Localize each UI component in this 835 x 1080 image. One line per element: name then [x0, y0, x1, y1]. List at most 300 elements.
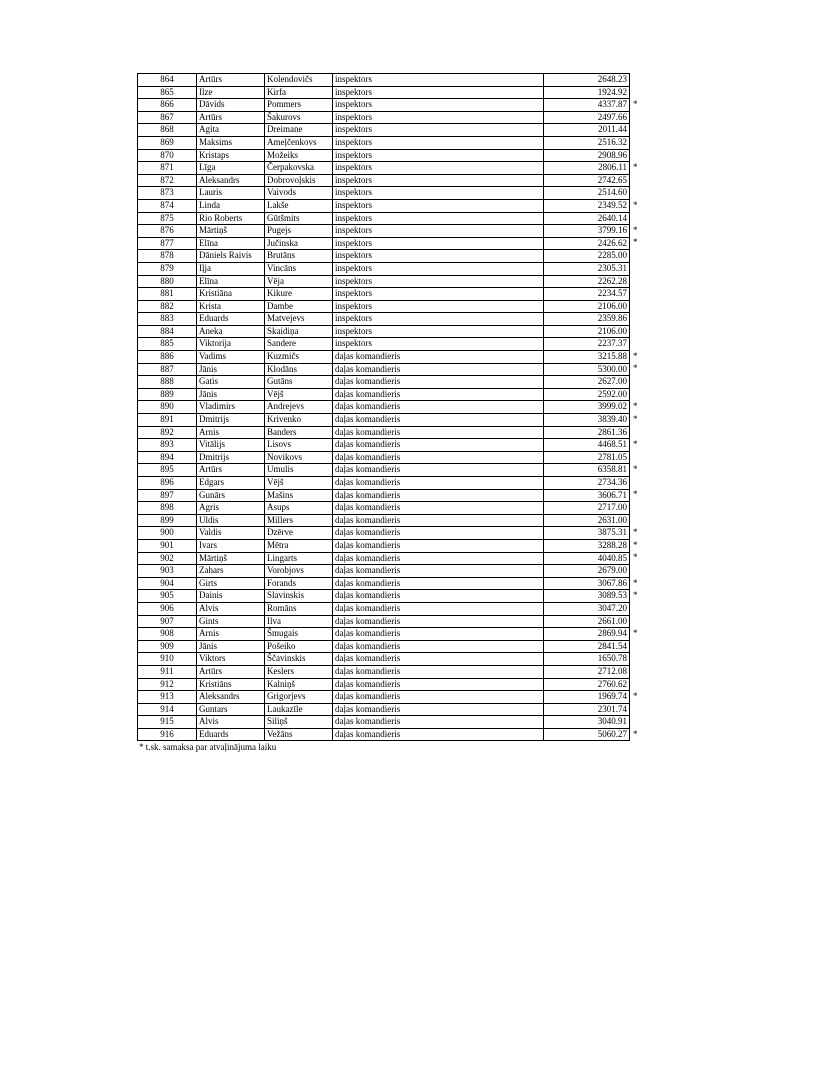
- table-row: [138, 275, 630, 288]
- position-cell: daļas komandieris: [333, 388, 544, 401]
- table-row: [138, 99, 630, 112]
- first-name-cell: Gatis: [197, 376, 265, 389]
- amount-cell: 2301.74: [544, 703, 630, 716]
- footnote-marker: *: [633, 98, 638, 109]
- position-cell: daļas komandieris: [333, 489, 544, 502]
- first-name-cell: Agita: [197, 124, 265, 137]
- amount-cell: 2734.36: [544, 477, 630, 490]
- first-name-cell: Vadims: [197, 351, 265, 364]
- last-name-cell: Vežāns: [265, 728, 333, 741]
- last-name-cell: Laukazīle: [265, 703, 333, 716]
- first-name-cell: Kristaps: [197, 149, 265, 162]
- row-number-cell: 898: [138, 502, 197, 515]
- footnote-marker: *: [633, 539, 638, 550]
- footnote-marker: *: [633, 161, 638, 172]
- position-cell: inspektors: [333, 275, 544, 288]
- last-name-cell: Mētra: [265, 539, 333, 552]
- table-row: [138, 363, 630, 376]
- last-name-cell: Dambe: [265, 300, 333, 313]
- amount-cell: 2712.08: [544, 665, 630, 678]
- position-cell: inspektors: [333, 174, 544, 187]
- amount-cell: 3999.02: [544, 401, 630, 414]
- table-row: [138, 628, 630, 641]
- last-name-cell: Šmugais: [265, 628, 333, 641]
- row-number-cell: 877: [138, 237, 197, 250]
- footnote-marker: *: [633, 363, 638, 374]
- row-number-cell: 901: [138, 539, 197, 552]
- amount-cell: 5060.27: [544, 728, 630, 741]
- amount-cell: 2305.31: [544, 262, 630, 275]
- row-number-cell: 916: [138, 728, 197, 741]
- last-name-cell: Matvejevs: [265, 313, 333, 326]
- amount-cell: 2234.57: [544, 288, 630, 301]
- first-name-cell: Arnis: [197, 628, 265, 641]
- position-cell: inspektors: [333, 86, 544, 99]
- amount-cell: 2349.52: [544, 199, 630, 212]
- footnote-marker: *: [633, 199, 638, 210]
- table-row: [138, 313, 630, 326]
- row-number-cell: 896: [138, 477, 197, 490]
- row-number-cell: 903: [138, 565, 197, 578]
- first-name-cell: Uldis: [197, 514, 265, 527]
- last-name-cell: Ščavinskis: [265, 653, 333, 666]
- row-number-cell: 881: [138, 288, 197, 301]
- amount-cell: 2717.00: [544, 502, 630, 515]
- first-name-cell: Jānis: [197, 388, 265, 401]
- position-cell: daļas komandieris: [333, 363, 544, 376]
- row-number-cell: 870: [138, 149, 197, 162]
- last-name-cell: Vējš: [265, 477, 333, 490]
- row-number-cell: 912: [138, 678, 197, 691]
- first-name-cell: Linda: [197, 199, 265, 212]
- last-name-cell: Vaivods: [265, 187, 333, 200]
- position-cell: daļas komandieris: [333, 477, 544, 490]
- amount-cell: 2592.00: [544, 388, 630, 401]
- first-name-cell: Mārtiņš: [197, 225, 265, 238]
- row-number-cell: 911: [138, 665, 197, 678]
- last-name-cell: Lingarts: [265, 552, 333, 565]
- first-name-cell: Iļja: [197, 262, 265, 275]
- table-row: [138, 577, 630, 590]
- table-row: [138, 502, 630, 515]
- first-name-cell: Artūrs: [197, 464, 265, 477]
- table-row: [138, 665, 630, 678]
- position-cell: daļas komandieris: [333, 539, 544, 552]
- amount-cell: 4040.85: [544, 552, 630, 565]
- footnote-marker: *: [633, 413, 638, 424]
- table-row: [138, 716, 630, 729]
- position-cell: daļas komandieris: [333, 439, 544, 452]
- first-name-cell: Alvis: [197, 602, 265, 615]
- row-number-cell: 880: [138, 275, 197, 288]
- amount-cell: 2781.05: [544, 451, 630, 464]
- last-name-cell: Dreimane: [265, 124, 333, 137]
- last-name-cell: Vorobjovs: [265, 565, 333, 578]
- row-number-cell: 874: [138, 199, 197, 212]
- position-cell: inspektors: [333, 187, 544, 200]
- row-number-cell: 899: [138, 514, 197, 527]
- table-row: [138, 86, 630, 99]
- last-name-cell: Pommers: [265, 99, 333, 112]
- row-number-cell: 900: [138, 527, 197, 540]
- first-name-cell: Dmitrijs: [197, 414, 265, 427]
- row-number-cell: 888: [138, 376, 197, 389]
- position-cell: inspektors: [333, 325, 544, 338]
- first-name-cell: Dainis: [197, 590, 265, 603]
- position-cell: inspektors: [333, 124, 544, 137]
- last-name-cell: Andrejevs: [265, 401, 333, 414]
- last-name-cell: Šakurovs: [265, 111, 333, 124]
- amount-cell: 1924.92: [544, 86, 630, 99]
- first-name-cell: Elīna: [197, 237, 265, 250]
- last-name-cell: Mašins: [265, 489, 333, 502]
- row-number-cell: 883: [138, 313, 197, 326]
- last-name-cell: Možeiks: [265, 149, 333, 162]
- table-row: [138, 439, 630, 452]
- table-row: [138, 590, 630, 603]
- footnote-marker: *: [633, 237, 638, 248]
- last-name-cell: Lisovs: [265, 439, 333, 452]
- amount-cell: 3839.40: [544, 414, 630, 427]
- table-row: [138, 237, 630, 250]
- last-name-cell: Lakše: [265, 199, 333, 212]
- amount-cell: 2631.00: [544, 514, 630, 527]
- first-name-cell: Artūrs: [197, 74, 265, 87]
- position-cell: daļas komandieris: [333, 565, 544, 578]
- last-name-cell: Vēja: [265, 275, 333, 288]
- position-cell: inspektors: [333, 149, 544, 162]
- position-cell: daļas komandieris: [333, 577, 544, 590]
- last-name-cell: Kirfa: [265, 86, 333, 99]
- first-name-cell: Vitālijs: [197, 439, 265, 452]
- last-name-cell: Ilva: [265, 615, 333, 628]
- row-number-cell: 868: [138, 124, 197, 137]
- position-cell: daļas komandieris: [333, 527, 544, 540]
- table-row: [138, 552, 630, 565]
- table-row: [138, 288, 630, 301]
- last-name-cell: Dobrovoļskis: [265, 174, 333, 187]
- first-name-cell: Artūrs: [197, 111, 265, 124]
- first-name-cell: Dāniels Raivis: [197, 250, 265, 263]
- last-name-cell: Pugejs: [265, 225, 333, 238]
- amount-cell: 6358.81: [544, 464, 630, 477]
- row-number-cell: 915: [138, 716, 197, 729]
- first-name-cell: Arnis: [197, 426, 265, 439]
- last-name-cell: Vincāns: [265, 262, 333, 275]
- amount-cell: 2908.96: [544, 149, 630, 162]
- position-cell: inspektors: [333, 250, 544, 263]
- amount-cell: 2679.00: [544, 565, 630, 578]
- first-name-cell: Valdis: [197, 527, 265, 540]
- amount-cell: 2237.37: [544, 338, 630, 351]
- table-row: [138, 262, 630, 275]
- position-cell: daļas komandieris: [333, 451, 544, 464]
- table-row: [138, 225, 630, 238]
- last-name-cell: Slavinskis: [265, 590, 333, 603]
- table-row: [138, 376, 630, 389]
- table-row: [138, 691, 630, 704]
- footnote-marker: *: [633, 627, 638, 638]
- amount-cell: 3875.31: [544, 527, 630, 540]
- first-name-cell: Eduards: [197, 728, 265, 741]
- first-name-cell: Gunārs: [197, 489, 265, 502]
- amount-cell: 2841.54: [544, 640, 630, 653]
- first-name-cell: Alvis: [197, 716, 265, 729]
- row-number-cell: 894: [138, 451, 197, 464]
- row-number-cell: 869: [138, 136, 197, 149]
- amount-cell: 2011.44: [544, 124, 630, 137]
- position-cell: inspektors: [333, 74, 544, 87]
- row-number-cell: 904: [138, 577, 197, 590]
- last-name-cell: Siliņš: [265, 716, 333, 729]
- amount-cell: 2627.00: [544, 376, 630, 389]
- first-name-cell: Ivars: [197, 539, 265, 552]
- row-number-cell: 878: [138, 250, 197, 263]
- first-name-cell: Gints: [197, 615, 265, 628]
- table-row: [138, 527, 630, 540]
- last-name-cell: Kalniņš: [265, 678, 333, 691]
- footnote-marker: *: [633, 438, 638, 449]
- position-cell: inspektors: [333, 237, 544, 250]
- table-row: [138, 514, 630, 527]
- row-number-cell: 876: [138, 225, 197, 238]
- footnote-marker: *: [633, 577, 638, 588]
- row-number-cell: 895: [138, 464, 197, 477]
- row-number-cell: 906: [138, 602, 197, 615]
- last-name-cell: Romāns: [265, 602, 333, 615]
- footnote-marker: *: [633, 489, 638, 500]
- row-number-cell: 891: [138, 414, 197, 427]
- table-row: [138, 728, 630, 741]
- row-number-cell: 889: [138, 388, 197, 401]
- first-name-cell: Vladimirs: [197, 401, 265, 414]
- last-name-cell: Banders: [265, 426, 333, 439]
- row-number-cell: 885: [138, 338, 197, 351]
- amount-cell: 4468.51: [544, 439, 630, 452]
- row-number-cell: 872: [138, 174, 197, 187]
- amount-cell: 1650.78: [544, 653, 630, 666]
- position-cell: daļas komandieris: [333, 703, 544, 716]
- row-number-cell: 887: [138, 363, 197, 376]
- last-name-cell: Jučinska: [265, 237, 333, 250]
- position-cell: daļas komandieris: [333, 678, 544, 691]
- amount-cell: 2516.32: [544, 136, 630, 149]
- position-cell: inspektors: [333, 262, 544, 275]
- row-number-cell: 866: [138, 99, 197, 112]
- table-row: [138, 162, 630, 175]
- first-name-cell: Maksims: [197, 136, 265, 149]
- first-name-cell: Guntars: [197, 703, 265, 716]
- amount-cell: 3089.53: [544, 590, 630, 603]
- amount-cell: 2497.66: [544, 111, 630, 124]
- position-cell: daļas komandieris: [333, 376, 544, 389]
- amount-cell: 2426.62: [544, 237, 630, 250]
- table-row: [138, 351, 630, 364]
- last-name-cell: Umulis: [265, 464, 333, 477]
- table-row: [138, 565, 630, 578]
- table-row: [138, 250, 630, 263]
- amount-cell: 2106.00: [544, 300, 630, 313]
- position-cell: inspektors: [333, 288, 544, 301]
- last-name-cell: Čerpakovska: [265, 162, 333, 175]
- first-name-cell: Lauris: [197, 187, 265, 200]
- salary-table-body: [138, 74, 630, 741]
- position-cell: daļas komandieris: [333, 716, 544, 729]
- amount-cell: 3047.20: [544, 602, 630, 615]
- amount-cell: 2359.86: [544, 313, 630, 326]
- last-name-cell: Pošeiko: [265, 640, 333, 653]
- row-number-cell: 871: [138, 162, 197, 175]
- first-name-cell: Jānis: [197, 363, 265, 376]
- table-row: [138, 388, 630, 401]
- table-row: [138, 539, 630, 552]
- table-row: [138, 602, 630, 615]
- row-number-cell: 890: [138, 401, 197, 414]
- last-name-cell: Forands: [265, 577, 333, 590]
- row-number-cell: 886: [138, 351, 197, 364]
- table-row: [138, 477, 630, 490]
- position-cell: inspektors: [333, 212, 544, 225]
- last-name-cell: Kuzmičs: [265, 351, 333, 364]
- position-cell: daļas komandieris: [333, 401, 544, 414]
- row-number-cell: 867: [138, 111, 197, 124]
- table-row: [138, 111, 630, 124]
- table-row: [138, 174, 630, 187]
- first-name-cell: Līga: [197, 162, 265, 175]
- position-cell: daļas komandieris: [333, 351, 544, 364]
- footnote-marker: *: [633, 464, 638, 475]
- position-cell: daļas komandieris: [333, 464, 544, 477]
- position-cell: daļas komandieris: [333, 502, 544, 515]
- first-name-cell: Elīna: [197, 275, 265, 288]
- row-number-cell: 905: [138, 590, 197, 603]
- first-name-cell: Dmitrijs: [197, 451, 265, 464]
- row-number-cell: 914: [138, 703, 197, 716]
- table-row: [138, 615, 630, 628]
- last-name-cell: Keslers: [265, 665, 333, 678]
- table-row: [138, 703, 630, 716]
- last-name-cell: Grigorjevs: [265, 691, 333, 704]
- row-number-cell: 908: [138, 628, 197, 641]
- table-row: [138, 401, 630, 414]
- row-number-cell: 893: [138, 439, 197, 452]
- row-number-cell: 875: [138, 212, 197, 225]
- table-row: [138, 325, 630, 338]
- first-name-cell: Viktors: [197, 653, 265, 666]
- table-row: [138, 187, 630, 200]
- row-number-cell: 907: [138, 615, 197, 628]
- last-name-cell: Asups: [265, 502, 333, 515]
- table-row: [138, 74, 630, 87]
- first-name-cell: Krista: [197, 300, 265, 313]
- amount-cell: 3040.91: [544, 716, 630, 729]
- table-row: [138, 464, 630, 477]
- first-name-cell: Agris: [197, 502, 265, 515]
- row-number-cell: 909: [138, 640, 197, 653]
- position-cell: daļas komandieris: [333, 640, 544, 653]
- row-number-cell: 882: [138, 300, 197, 313]
- first-name-cell: Aleksandrs: [197, 691, 265, 704]
- amount-cell: 2806.11: [544, 162, 630, 175]
- row-number-cell: 913: [138, 691, 197, 704]
- first-name-cell: Ilze: [197, 86, 265, 99]
- amount-cell: 2661.00: [544, 615, 630, 628]
- first-name-cell: Zahars: [197, 565, 265, 578]
- position-cell: daļas komandieris: [333, 426, 544, 439]
- table-row: [138, 300, 630, 313]
- amount-cell: 2760.62: [544, 678, 630, 691]
- footnote-marker: *: [633, 527, 638, 538]
- amount-cell: 3288.28: [544, 539, 630, 552]
- amount-cell: 2869.94: [544, 628, 630, 641]
- first-name-cell: Girts: [197, 577, 265, 590]
- table-row: [138, 640, 630, 653]
- position-cell: daļas komandieris: [333, 691, 544, 704]
- position-cell: inspektors: [333, 99, 544, 112]
- position-cell: daļas komandieris: [333, 615, 544, 628]
- amount-cell: 5300.00: [544, 363, 630, 376]
- table-row: [138, 414, 630, 427]
- row-number-cell: 865: [138, 86, 197, 99]
- last-name-cell: Gutāns: [265, 376, 333, 389]
- table-row: [138, 338, 630, 351]
- first-name-cell: Aleksandrs: [197, 174, 265, 187]
- amount-cell: 2861.36: [544, 426, 630, 439]
- position-cell: inspektors: [333, 225, 544, 238]
- position-cell: daļas komandieris: [333, 602, 544, 615]
- amount-cell: 2514.60: [544, 187, 630, 200]
- position-cell: daļas komandieris: [333, 728, 544, 741]
- position-cell: daļas komandieris: [333, 414, 544, 427]
- first-name-cell: Rio Roberts: [197, 212, 265, 225]
- first-name-cell: Jānis: [197, 640, 265, 653]
- position-cell: daļas komandieris: [333, 653, 544, 666]
- table-row: [138, 489, 630, 502]
- table-row: [138, 653, 630, 666]
- position-cell: inspektors: [333, 338, 544, 351]
- salary-table: [137, 73, 630, 741]
- amount-cell: 2640.14: [544, 212, 630, 225]
- table-row: [138, 149, 630, 162]
- row-number-cell: 864: [138, 74, 197, 87]
- amount-cell: 2742.65: [544, 174, 630, 187]
- amount-cell: 2648.23: [544, 74, 630, 87]
- position-cell: inspektors: [333, 111, 544, 124]
- position-cell: inspektors: [333, 313, 544, 326]
- first-name-cell: Edgars: [197, 477, 265, 490]
- first-name-cell: Artūrs: [197, 665, 265, 678]
- first-name-cell: Mārtiņš: [197, 552, 265, 565]
- amount-cell: 1969.74: [544, 691, 630, 704]
- table-row: [138, 124, 630, 137]
- footnote-marker: *: [633, 590, 638, 601]
- last-name-cell: Skaidiņa: [265, 325, 333, 338]
- footnote-marker: *: [633, 224, 638, 235]
- last-name-cell: Gūtšmits: [265, 212, 333, 225]
- last-name-cell: Kikure: [265, 288, 333, 301]
- footnote-marker: *: [633, 401, 638, 412]
- first-name-cell: Viktorija: [197, 338, 265, 351]
- last-name-cell: Sandere: [265, 338, 333, 351]
- last-name-cell: Klodāns: [265, 363, 333, 376]
- position-cell: daļas komandieris: [333, 590, 544, 603]
- amount-cell: 3799.16: [544, 225, 630, 238]
- position-cell: inspektors: [333, 300, 544, 313]
- amount-cell: 4337.87: [544, 99, 630, 112]
- last-name-cell: Millers: [265, 514, 333, 527]
- first-name-cell: Aneka: [197, 325, 265, 338]
- position-cell: inspektors: [333, 199, 544, 212]
